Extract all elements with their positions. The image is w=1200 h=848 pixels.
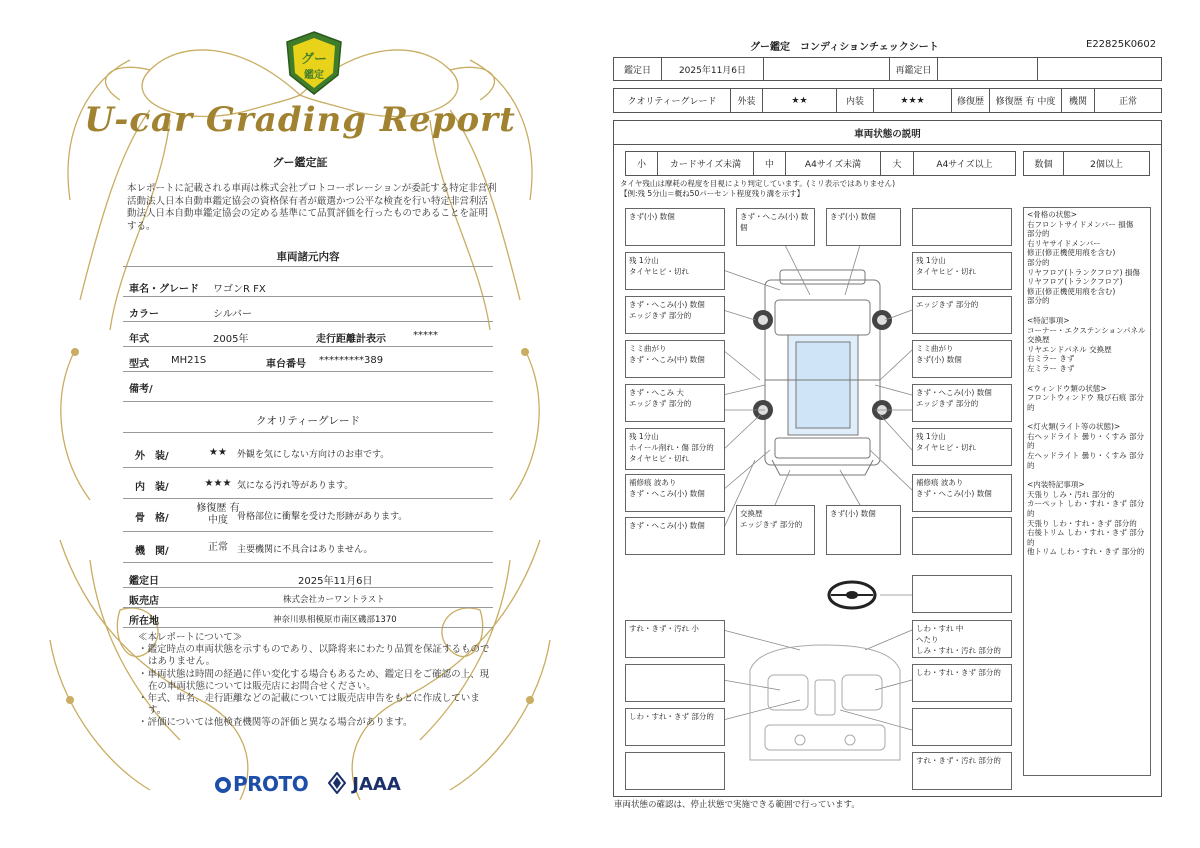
condition-box-front-right: きず(小) 数個 xyxy=(826,208,901,246)
tire-note-line: 【例:残 5分山＝概ね50パーセント程度残り溝を示す】 xyxy=(620,189,805,198)
spec-value: シルバー xyxy=(213,309,253,320)
dealer-row xyxy=(123,588,493,608)
quality-row xyxy=(123,499,493,532)
steering-wheel-icon xyxy=(827,580,877,610)
condition-box-front-far-right xyxy=(912,208,1012,246)
interior-box-rear-left xyxy=(625,752,725,790)
side-note-line: <灯火類(ライト等の状態)> xyxy=(1027,422,1121,432)
side-note-line: 交換歴 xyxy=(1027,335,1050,345)
side-note-line: <特記事項> xyxy=(1027,315,1070,325)
spec-value: 株式会社カーワントラスト xyxy=(283,595,385,605)
divider xyxy=(123,266,493,267)
quality-grade: ★★★ xyxy=(204,478,232,489)
side-note-line: カーペット しわ・すれ・きず 部分的 xyxy=(1027,499,1145,519)
side-note-line: 右ミラー きず xyxy=(1027,354,1075,364)
condition-box-right-rear-tire: 残 1分山 タイヤヒビ・切れ xyxy=(912,428,1012,466)
proto-logo-text: PROTO xyxy=(233,772,309,796)
spec-label: 車名・グレード xyxy=(129,284,199,295)
sheet-code: E22825K0602 xyxy=(1086,39,1157,50)
interior-box-rear-right: すれ・きず・汚れ 部分的 xyxy=(912,752,1012,790)
condition-box-rear-far-right xyxy=(912,517,1012,555)
condition-box-right-quarter: 補修痕 波あり きず・へこみ(小) 数個 xyxy=(912,474,1012,512)
spec-value: ***** xyxy=(413,330,438,341)
condition-box-left-quarter: 補修痕 波あり きず・へこみ(小) 数個 xyxy=(625,474,725,512)
side-note-line: 天張り しみ・汚れ 部分的 xyxy=(1027,489,1115,499)
spec-label: 備考/ xyxy=(129,384,153,395)
note-item: ・評価については他検査機関等の評価と異なる場合があります。 xyxy=(138,717,413,729)
side-note-line: 部分的 xyxy=(1027,257,1050,267)
quality-desc: 骨格部位に衝撃を受けた形跡があります。 xyxy=(237,512,408,522)
spec-row-remarks xyxy=(123,372,493,402)
divider xyxy=(123,432,493,433)
spec-value: MH21S xyxy=(171,355,207,366)
side-note-line: リヤフロア(トランクフロア) 損傷 xyxy=(1027,267,1140,277)
side-note-line: フロントウィンドウ 飛び石痕 部分的 xyxy=(1027,393,1144,412)
size-small-desc: カードサイズ未満 xyxy=(658,152,754,175)
spec-row-color xyxy=(123,297,493,322)
note-item: ・年式、車名、走行距離などの記載については販売店申告をもとに作成しています。 xyxy=(138,693,480,717)
count-legend xyxy=(1023,151,1150,176)
engine-label: 機関 xyxy=(1062,89,1095,112)
condition-box-rear-right: きず(小) 数個 xyxy=(826,505,901,555)
engine-value: 正常 xyxy=(1118,97,1137,107)
size-legend xyxy=(625,151,1016,176)
sheet-title: グー鑑定 コンディションチェックシート xyxy=(750,42,939,53)
side-note-line: 天張り しわ・すれ・きず 部分的 xyxy=(1027,518,1137,528)
side-note-line: 修正(修正機使用痕を含む) xyxy=(1027,286,1116,296)
quality-label: 外 装/ xyxy=(135,451,169,462)
certificate-subtitle: グー鑑定証 xyxy=(272,156,328,169)
size-small-label: 小 xyxy=(626,152,658,175)
reappraisal-value xyxy=(938,58,1038,80)
spec-value: ワゴンR FX xyxy=(213,284,266,295)
quality-desc: 気になる汚れ等があります。 xyxy=(237,481,354,491)
quality-label: 内 装/ xyxy=(135,482,169,493)
spec-label: 鑑定日 xyxy=(129,576,159,587)
size-large-label: 大 xyxy=(881,152,914,175)
grade-row xyxy=(613,88,1162,113)
side-note-line: <内装特記事項> xyxy=(1027,480,1085,490)
condition-box-rear-center: 交換歴 エッジきず 部分的 xyxy=(736,505,815,555)
condition-box-front-center: きず・へこみ(小) 数個 xyxy=(736,208,815,246)
interior-box-right-front: しわ・すれ・きず 部分的 xyxy=(912,664,1012,702)
spec-heading: 車両諸元内容 xyxy=(276,251,340,263)
jaaa-logo-text: JAAA xyxy=(352,774,401,795)
interior-value: ★★★ xyxy=(874,89,952,112)
interior-box-driver-seat: しわ・すれ 中 へたり しみ・すれ・汚れ 部分的 xyxy=(912,620,1012,658)
reappraisal-label: 再鑑定日 xyxy=(890,58,938,80)
address-row xyxy=(123,608,493,628)
spec-row-year xyxy=(123,322,493,347)
appraisal-date-row xyxy=(123,566,493,588)
condition-box-left-rear-tire: 残 1分山 ホイール削れ・傷 部分的 タイヤヒビ・切れ xyxy=(625,428,725,470)
size-large-desc: A4サイズ以上 xyxy=(936,160,993,170)
spec-label: 販売店 xyxy=(129,596,159,607)
side-note-line: 右ヘッドライト 曇り・くすみ 部分的 xyxy=(1027,431,1145,451)
side-note-line: 他トリム しわ・すれ・きず 部分的 xyxy=(1027,547,1145,557)
svg-text:グー: グー xyxy=(300,52,328,67)
spec-label: 走行距離計表示 xyxy=(316,334,386,345)
condition-box-rear-left: きず・へこみ(小) 数個 xyxy=(625,517,725,555)
tire-note-line: タイヤ残山は摩耗の程度を目視により判定しています。(ミリ表示ではありません) xyxy=(620,179,896,188)
note-item: ・鑑定時点の車両状態を示すものであり、以降将来にわたり品質を保証するものではありません。 xyxy=(138,644,490,668)
spec-label: 型式 xyxy=(129,359,149,370)
car-interior-diagram xyxy=(740,640,910,770)
side-note-line: 左ヘッドライト 曇り・くすみ 部分的 xyxy=(1027,451,1145,470)
blank-cell xyxy=(764,58,890,80)
proto-logo xyxy=(215,772,308,796)
condition-box-right-front-door: ミミ曲がり きず(小) 数個 xyxy=(912,340,1012,378)
quality-grade: 正常 xyxy=(208,542,228,553)
spec-label: 年式 xyxy=(129,334,149,345)
interior-box-left-rear: しわ・すれ・きず 部分的 xyxy=(625,708,725,746)
quality-desc: 主要機関に不具合はありません。 xyxy=(237,545,373,555)
side-note-line: <ウィンドウ類の状態> xyxy=(1027,383,1107,393)
interior-box-left-front xyxy=(625,664,725,702)
condition-box-right-fender: エッジきず 部分的 xyxy=(912,296,1012,334)
spec-value: 2025年11月6日 xyxy=(298,576,373,587)
quality-row xyxy=(123,532,493,563)
date-row xyxy=(613,57,1162,81)
condition-heading: 車両状態の説明 xyxy=(614,121,1161,145)
condition-box-left-front-door: ミミ曲がり きず・へこみ(中) 数個 xyxy=(625,340,725,378)
quality-label: 機 関/ xyxy=(135,546,169,557)
quality-row xyxy=(123,468,493,499)
quality-row xyxy=(123,437,493,468)
quality-grade: 修復歴 有 中度 xyxy=(196,503,240,526)
side-note-line: 右フロントサイドメンバー 損傷 xyxy=(1027,219,1134,229)
proto-logo-icon xyxy=(215,777,231,793)
note-spacer xyxy=(1027,412,1147,422)
side-note-line: リヤエンドパネル 交換歴 xyxy=(1027,344,1112,354)
svg-text:鑑定: 鑑定 xyxy=(304,70,324,81)
sheet-footer-note: 車両状態の確認は、停止状態で実施できる範囲で行っています。 xyxy=(614,800,860,810)
date-value: 2025年11月6日 xyxy=(662,58,764,80)
quality-heading: クオリティーグレード xyxy=(256,415,360,427)
size-medium-label: 中 xyxy=(754,152,786,175)
tire-note xyxy=(620,179,895,199)
note-item: ・車両状態は時間の経過に伴い変化する場合もあるため、鑑定日をご確認の上、現在の車両状態については販売店にお問合せください。 xyxy=(138,668,490,692)
condition-box-left-fender: きず・へこみ(小) 数個 エッジきず 部分的 xyxy=(625,296,725,334)
condition-box-right-front-tire: 残 1分山 タイヤヒビ・切れ xyxy=(912,252,1012,290)
side-note-line: 左ミラー きず xyxy=(1027,363,1075,373)
side-note-line: <骨格の状態> xyxy=(1027,210,1078,219)
jaaa-logo xyxy=(328,772,401,795)
certificate-title: U-car Grading Report xyxy=(84,100,516,140)
goo-appraisal-badge xyxy=(283,30,345,96)
spec-label: 車台番号 xyxy=(266,359,306,370)
certificate-statement: 本レポートに記載される車両は株式会社プロトコーポレーションが委託する特定非営利活動法人日本自動車鑑定協会の資格保有者が厳選かつ公平な検査を行い特定非営利活動法人日本自動車鑑定協会の定める基準にて品質評価を行ったものであることを証明する。 xyxy=(127,183,497,232)
grade-label: クオリティーグレード xyxy=(614,89,731,112)
notes-heading: ≪本レポートについて≫ xyxy=(138,632,243,643)
count-desc: 2個以上 xyxy=(1090,160,1123,170)
date-label: 鑑定日 xyxy=(614,58,662,80)
spec-label: カラー xyxy=(129,309,159,320)
report-notes xyxy=(138,632,498,730)
spec-value: 2005年 xyxy=(213,334,249,345)
exterior-label: 外装 xyxy=(731,89,763,112)
spec-value: 神奈川県相模原市南区磯部1370 xyxy=(273,615,397,625)
note-spacer xyxy=(1027,374,1147,384)
side-note-line: リヤフロア(トランクフロア) xyxy=(1027,277,1123,287)
count-label: 数個 xyxy=(1024,152,1064,175)
repair-value: 修復歴 有 中度 xyxy=(990,89,1062,112)
side-note-line: 部分的 xyxy=(1027,229,1050,239)
spec-value: *********389 xyxy=(319,355,384,366)
condition-box-front-left: きず(小) 数個 xyxy=(625,208,725,246)
interior-box-right-rear xyxy=(912,708,1012,746)
side-note-line: 右リヤサイドメンバー xyxy=(1027,238,1101,248)
note-spacer xyxy=(1027,306,1147,316)
spec-row-name xyxy=(123,272,493,297)
special-notes-panel xyxy=(1023,207,1151,776)
spec-label: 所在地 xyxy=(129,616,159,627)
condition-box-steering xyxy=(912,575,1012,613)
side-note-line: 部分的 xyxy=(1027,296,1050,306)
exterior-value: ★★ xyxy=(763,89,837,112)
notes-list xyxy=(138,644,498,729)
note-spacer xyxy=(1027,470,1147,480)
jaaa-logo-icon xyxy=(328,772,346,794)
size-medium-desc: A4サイズ未満 xyxy=(786,152,881,175)
side-note-line: 右後トリム しわ・すれ・きず 部分的 xyxy=(1027,528,1145,547)
quality-grade: ★★ xyxy=(209,447,227,458)
quality-label: 骨 格/ xyxy=(135,513,169,524)
repair-label: 修復歴 xyxy=(952,89,990,112)
interior-box-ceiling: すれ・きず・汚れ 小 xyxy=(625,620,725,658)
condition-box-left-front-tire: 残 1分山 タイヤヒビ・切れ xyxy=(625,252,725,290)
side-note-line: コーナー・エクステンションパネル xyxy=(1027,325,1146,335)
interior-label: 内装 xyxy=(837,89,874,112)
condition-box-right-rear-door: きず・へこみ(小) 数個 エッジきず 部分的 xyxy=(912,384,1012,422)
spec-row-model xyxy=(123,347,493,372)
condition-box-left-rear-door: きず・へこみ 大 エッジきず 部分的 xyxy=(625,384,725,422)
side-note-line: 修正(修正機使用痕を含む) xyxy=(1027,248,1116,258)
quality-desc: 外観を気にしない方向けのお車です。 xyxy=(237,450,390,460)
